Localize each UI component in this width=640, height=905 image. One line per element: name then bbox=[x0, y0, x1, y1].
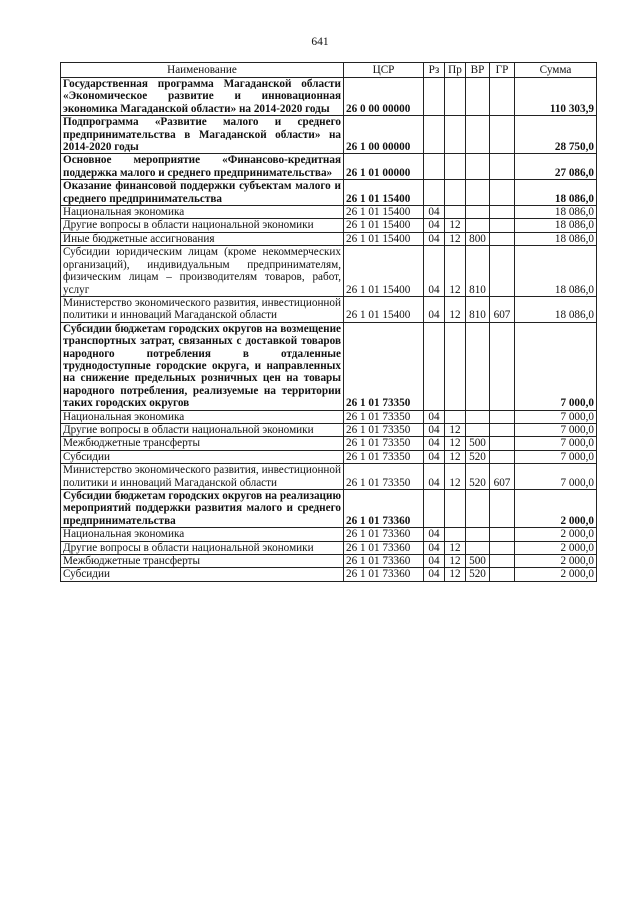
cell-gr: 607 bbox=[490, 296, 515, 322]
cell-vr bbox=[466, 154, 490, 180]
cell-csr: 26 1 01 73350 bbox=[344, 450, 424, 463]
cell-sum: 28 750,0 bbox=[515, 116, 597, 154]
cell-csr: 26 1 01 73350 bbox=[344, 437, 424, 450]
cell-csr: 26 1 01 73350 bbox=[344, 410, 424, 423]
cell-sum: 27 086,0 bbox=[515, 154, 597, 180]
table-row bbox=[61, 232, 597, 245]
cell-name: Основное мероприятие «Финансово-кредитная поддержка малого и среднего предпринимательства» bbox=[61, 154, 344, 180]
cell-pr bbox=[445, 410, 466, 423]
cell-pr bbox=[445, 490, 466, 528]
table-row bbox=[61, 437, 597, 450]
cell-rz: 04 bbox=[424, 528, 445, 541]
page-number: 641 bbox=[311, 36, 329, 48]
cell-csr: 26 1 01 15400 bbox=[344, 246, 424, 297]
cell-gr bbox=[490, 410, 515, 423]
cell-gr bbox=[490, 568, 515, 581]
cell-sum: 7 000,0 bbox=[515, 464, 597, 490]
cell-gr bbox=[490, 154, 515, 180]
cell-csr: 26 1 01 15400 bbox=[344, 180, 424, 206]
cell-name: Другие вопросы в области национальной экономики bbox=[61, 219, 344, 232]
cell-gr bbox=[490, 116, 515, 154]
cell-pr bbox=[445, 528, 466, 541]
table-row bbox=[61, 423, 597, 436]
table-row bbox=[61, 464, 597, 490]
cell-name: Субсидии юридическим лицам (кроме некоммерческих организаций), индивидуальным предпринимателям, физическим лицам – производителям товаров, работ, услуг bbox=[61, 246, 344, 297]
cell-sum: 18 086,0 bbox=[515, 180, 597, 206]
table-row bbox=[61, 322, 597, 410]
cell-pr: 12 bbox=[445, 296, 466, 322]
cell-vr bbox=[466, 116, 490, 154]
cell-gr bbox=[490, 246, 515, 297]
cell-vr bbox=[466, 206, 490, 219]
cell-rz: 04 bbox=[424, 541, 445, 554]
cell-gr bbox=[490, 528, 515, 541]
table-row bbox=[61, 450, 597, 463]
cell-rz bbox=[424, 78, 445, 116]
table-row bbox=[61, 555, 597, 568]
cell-rz bbox=[424, 490, 445, 528]
cell-pr: 12 bbox=[445, 437, 466, 450]
cell-csr: 26 1 01 73360 bbox=[344, 568, 424, 581]
cell-csr: 26 1 01 15400 bbox=[344, 296, 424, 322]
cell-rz: 04 bbox=[424, 568, 445, 581]
cell-sum: 110 303,9 bbox=[515, 78, 597, 116]
table-row bbox=[61, 568, 597, 581]
cell-rz: 04 bbox=[424, 246, 445, 297]
cell-gr bbox=[490, 490, 515, 528]
cell-pr bbox=[445, 206, 466, 219]
cell-rz: 04 bbox=[424, 464, 445, 490]
cell-rz: 04 bbox=[424, 423, 445, 436]
cell-rz bbox=[424, 154, 445, 180]
cell-name: Национальная экономика bbox=[61, 528, 344, 541]
cell-vr: 810 bbox=[466, 246, 490, 297]
table-row bbox=[61, 296, 597, 322]
cell-name: Субсидии bbox=[61, 568, 344, 581]
cell-name: Национальная экономика bbox=[61, 206, 344, 219]
cell-gr bbox=[490, 232, 515, 245]
cell-vr bbox=[466, 528, 490, 541]
cell-sum: 7 000,0 bbox=[515, 322, 597, 410]
cell-vr bbox=[466, 180, 490, 206]
cell-vr bbox=[466, 410, 490, 423]
cell-sum: 18 086,0 bbox=[515, 296, 597, 322]
cell-sum: 18 086,0 bbox=[515, 232, 597, 245]
cell-sum: 7 000,0 bbox=[515, 410, 597, 423]
cell-sum: 2 000,0 bbox=[515, 568, 597, 581]
cell-rz: 04 bbox=[424, 410, 445, 423]
cell-sum: 18 086,0 bbox=[515, 246, 597, 297]
cell-name: Иные бюджетные ассигнования bbox=[61, 232, 344, 245]
table-row bbox=[61, 528, 597, 541]
cell-sum: 2 000,0 bbox=[515, 541, 597, 554]
cell-sum: 18 086,0 bbox=[515, 206, 597, 219]
header-vr: ВР bbox=[466, 63, 490, 78]
header-name: Наименование bbox=[61, 63, 344, 78]
budget-table bbox=[60, 62, 597, 582]
cell-vr: 520 bbox=[466, 568, 490, 581]
table-body bbox=[61, 78, 597, 582]
cell-gr bbox=[490, 555, 515, 568]
cell-gr bbox=[490, 180, 515, 206]
cell-vr bbox=[466, 322, 490, 410]
cell-rz: 04 bbox=[424, 232, 445, 245]
cell-gr bbox=[490, 219, 515, 232]
cell-pr: 12 bbox=[445, 568, 466, 581]
cell-gr bbox=[490, 437, 515, 450]
cell-csr: 26 0 00 00000 bbox=[344, 78, 424, 116]
cell-sum: 7 000,0 bbox=[515, 423, 597, 436]
cell-pr: 12 bbox=[445, 246, 466, 297]
cell-csr: 26 1 01 00000 bbox=[344, 154, 424, 180]
cell-pr: 12 bbox=[445, 464, 466, 490]
table-row bbox=[61, 78, 597, 116]
cell-csr: 26 1 00 00000 bbox=[344, 116, 424, 154]
table-row bbox=[61, 410, 597, 423]
cell-csr: 26 1 01 15400 bbox=[344, 206, 424, 219]
cell-pr bbox=[445, 78, 466, 116]
cell-sum: 2 000,0 bbox=[515, 528, 597, 541]
cell-gr: 607 bbox=[490, 464, 515, 490]
cell-csr: 26 1 01 15400 bbox=[344, 232, 424, 245]
cell-name: Другие вопросы в области национальной экономики bbox=[61, 423, 344, 436]
cell-name: Субсидии бюджетам городских округов на реализацию мероприятий поддержки развития малого и среднего предпринимательства bbox=[61, 490, 344, 528]
cell-vr: 810 bbox=[466, 296, 490, 322]
cell-csr: 26 1 01 73350 bbox=[344, 464, 424, 490]
cell-name: Субсидии bbox=[61, 450, 344, 463]
table-row bbox=[61, 219, 597, 232]
cell-sum: 2 000,0 bbox=[515, 555, 597, 568]
cell-csr: 26 1 01 73360 bbox=[344, 490, 424, 528]
cell-pr bbox=[445, 322, 466, 410]
header-rz: Рз bbox=[424, 63, 445, 78]
table-row bbox=[61, 490, 597, 528]
cell-vr: 520 bbox=[466, 464, 490, 490]
cell-name: Национальная экономика bbox=[61, 410, 344, 423]
cell-rz bbox=[424, 322, 445, 410]
cell-vr: 800 bbox=[466, 232, 490, 245]
cell-name: Субсидии бюджетам городских округов на возмещение транспортных затрат, связанных с доставкой товаров народного потребления в отдаленные труднодоступные городские округа, и направленных на снижение предельных розничных цен на товары народного потребления, реализуемые на территории таких городских округов bbox=[61, 322, 344, 410]
cell-rz: 04 bbox=[424, 296, 445, 322]
cell-vr: 520 bbox=[466, 450, 490, 463]
table-header-row bbox=[61, 63, 597, 78]
cell-vr bbox=[466, 490, 490, 528]
cell-pr bbox=[445, 116, 466, 154]
cell-name: Оказание финансовой поддержки субъектам малого и среднего предпринимательства bbox=[61, 180, 344, 206]
table-row bbox=[61, 246, 597, 297]
cell-pr: 12 bbox=[445, 219, 466, 232]
cell-sum: 7 000,0 bbox=[515, 450, 597, 463]
cell-csr: 26 1 01 15400 bbox=[344, 219, 424, 232]
cell-vr bbox=[466, 423, 490, 436]
cell-csr: 26 1 01 73360 bbox=[344, 528, 424, 541]
table-row bbox=[61, 541, 597, 554]
cell-pr bbox=[445, 154, 466, 180]
header-sum: Сумма bbox=[515, 63, 597, 78]
cell-csr: 26 1 01 73350 bbox=[344, 423, 424, 436]
cell-rz: 04 bbox=[424, 206, 445, 219]
cell-name: Государственная программа Магаданской области «Экономическое развитие и инновационная экономика Магаданской области» на 2014-2020 годы bbox=[61, 78, 344, 116]
cell-name: Межбюджетные трансферты bbox=[61, 437, 344, 450]
cell-name: Другие вопросы в области национальной экономики bbox=[61, 541, 344, 554]
header-pr: Пр bbox=[445, 63, 466, 78]
cell-csr: 26 1 01 73360 bbox=[344, 541, 424, 554]
cell-pr: 12 bbox=[445, 450, 466, 463]
table-row bbox=[61, 116, 597, 154]
cell-name: Министерство экономического развития, инвестиционной политики и инноваций Магаданской области bbox=[61, 464, 344, 490]
cell-vr bbox=[466, 219, 490, 232]
cell-vr bbox=[466, 541, 490, 554]
cell-sum: 18 086,0 bbox=[515, 219, 597, 232]
cell-csr: 26 1 01 73350 bbox=[344, 322, 424, 410]
cell-vr bbox=[466, 78, 490, 116]
cell-pr: 12 bbox=[445, 555, 466, 568]
cell-pr: 12 bbox=[445, 232, 466, 245]
cell-pr: 12 bbox=[445, 423, 466, 436]
table-row bbox=[61, 206, 597, 219]
cell-name: Межбюджетные трансферты bbox=[61, 555, 344, 568]
cell-gr bbox=[490, 423, 515, 436]
header-gr: ГР bbox=[490, 63, 515, 78]
cell-rz: 04 bbox=[424, 219, 445, 232]
cell-pr: 12 bbox=[445, 541, 466, 554]
cell-rz: 04 bbox=[424, 437, 445, 450]
cell-sum: 2 000,0 bbox=[515, 490, 597, 528]
cell-gr bbox=[490, 541, 515, 554]
cell-gr bbox=[490, 206, 515, 219]
table-row bbox=[61, 154, 597, 180]
cell-rz bbox=[424, 116, 445, 154]
cell-gr bbox=[490, 450, 515, 463]
cell-vr: 500 bbox=[466, 555, 490, 568]
cell-name: Министерство экономического развития, инвестиционной политики и инноваций Магаданской области bbox=[61, 296, 344, 322]
cell-rz: 04 bbox=[424, 450, 445, 463]
cell-name: Подпрограмма «Развитие малого и среднего предпринимательства в Магаданской области» на 2014-2020 годы bbox=[61, 116, 344, 154]
cell-gr bbox=[490, 78, 515, 116]
cell-pr bbox=[445, 180, 466, 206]
cell-vr: 500 bbox=[466, 437, 490, 450]
cell-gr bbox=[490, 322, 515, 410]
cell-csr: 26 1 01 73360 bbox=[344, 555, 424, 568]
cell-sum: 7 000,0 bbox=[515, 437, 597, 450]
table-row bbox=[61, 180, 597, 206]
header-csr: ЦСР bbox=[344, 63, 424, 78]
cell-rz bbox=[424, 180, 445, 206]
cell-rz: 04 bbox=[424, 555, 445, 568]
